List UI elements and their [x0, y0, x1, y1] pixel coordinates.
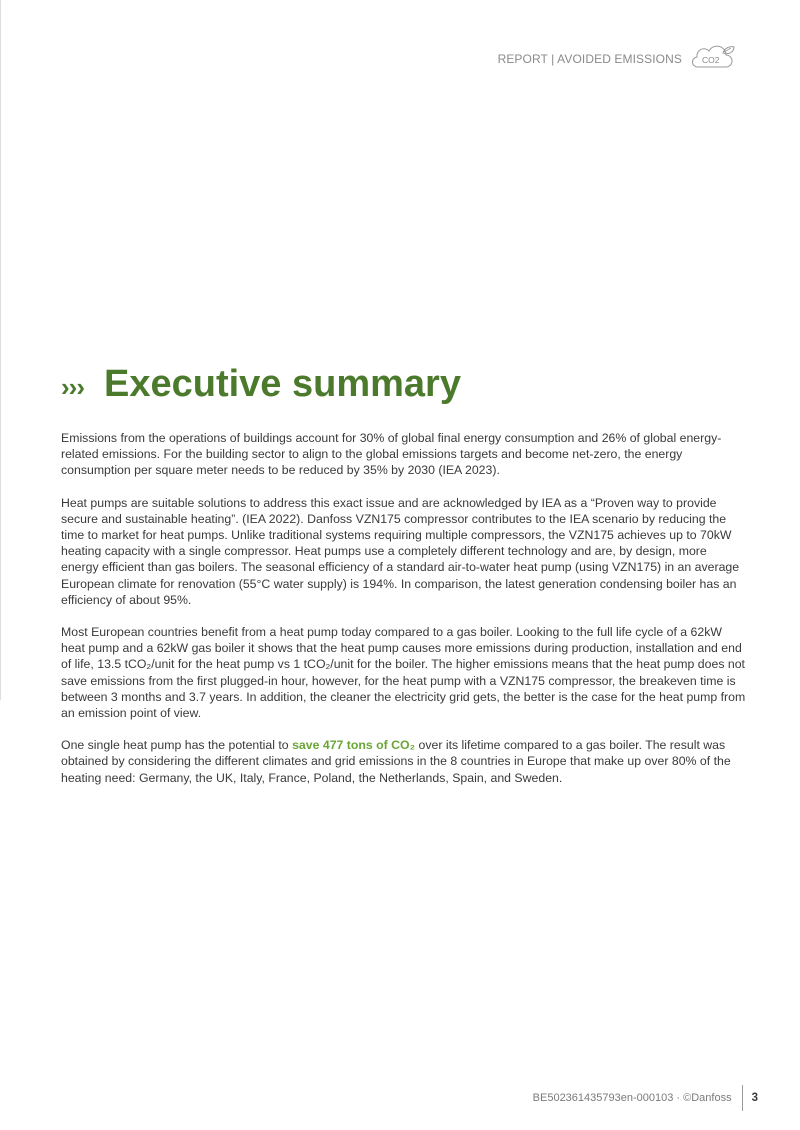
paragraph-3: Most European countries benefit from a heat pump today compared to a gas boiler. Looking to the full life cycle of a 62kW heat pump and a 62kW gas boiler it shows that the heat pump causes more emissions during production, installation and end of life, 13.5 tCO₂/unit for the heat pump vs 1 tCO₂/unit for the boiler. The higher emissions means that the heat pump does not save emissions from the first plugged-in hour, however, for the heat pump with a VZN175 compressor, the breakeven time is between 3 months and 3.7 years. In addition, the cleaner the electricity grid gets, the better is the case for the heat pump from an emission point of view.	[61, 625, 746, 721]
document-code: BE502361435793en-000103 · ©Danfoss	[532, 1092, 732, 1104]
page-header	[498, 43, 736, 71]
page-footer	[533, 1084, 758, 1112]
page-number: 3	[751, 1092, 758, 1104]
co2-cloud-leaf-icon	[690, 43, 736, 71]
left-margin-rule	[0, 0, 1, 700]
paragraph-2: Heat pumps are suitable solutions to address this exact issue and are acknowledged by IEA as a “Proven way to provide secure and sustainable heating”. (IEA 2022). Danfoss VZN175 compressor contributes to the IEA scenario by reducing the time to market for heat pumps. Unlike traditional systems requiring multiple compressors, the VZN175 achieves up to 70kW heating capacity with a single compressor. Heat pumps use a completely different technology and are, by design, more energy efficient than gas boilers. The seasonal efficiency of a standard air-to-water heat pump (using VZN175) in an average European climate for renovation (55°C water supply) is 194%. In comparison, the latest generation condensing boiler has an efficiency of about 95%.	[61, 495, 740, 607]
co2-icon-label: CO2	[702, 55, 720, 65]
paragraph-4	[61, 737, 746, 786]
section-heading	[61, 364, 461, 406]
savings-highlight: save 477 tons of CO₂	[292, 738, 416, 753]
header-title: REPORT | AVOIDED EMISSIONS	[497, 52, 682, 66]
paragraph-4-lead: One single heat pump has the potential to	[61, 738, 293, 753]
chevrons-marker: ›››	[61, 372, 84, 402]
footer-divider	[742, 1085, 743, 1111]
paragraph-4-tail: over its lifetime compared to a gas boiler. The result was obtained by considering the different climates and grid emissions in the 8 countries in Europe that make up over 80% of the heating need: Germany, the UK, Italy, France, Poland, the Netherlands, Spain, and Sweden.	[61, 738, 731, 785]
page-title: Executive summary	[103, 363, 461, 405]
paragraph-1: Emissions from the operations of buildings account for 30% of global final energy consumption and 26% of global energy-related emissions. For the building sector to align to the global emissions targets and become net-zero, the energy consumption per square meter needs to be reduced by 35% by 2030 (IEA 2023).	[61, 431, 722, 478]
body-text	[61, 430, 746, 802]
